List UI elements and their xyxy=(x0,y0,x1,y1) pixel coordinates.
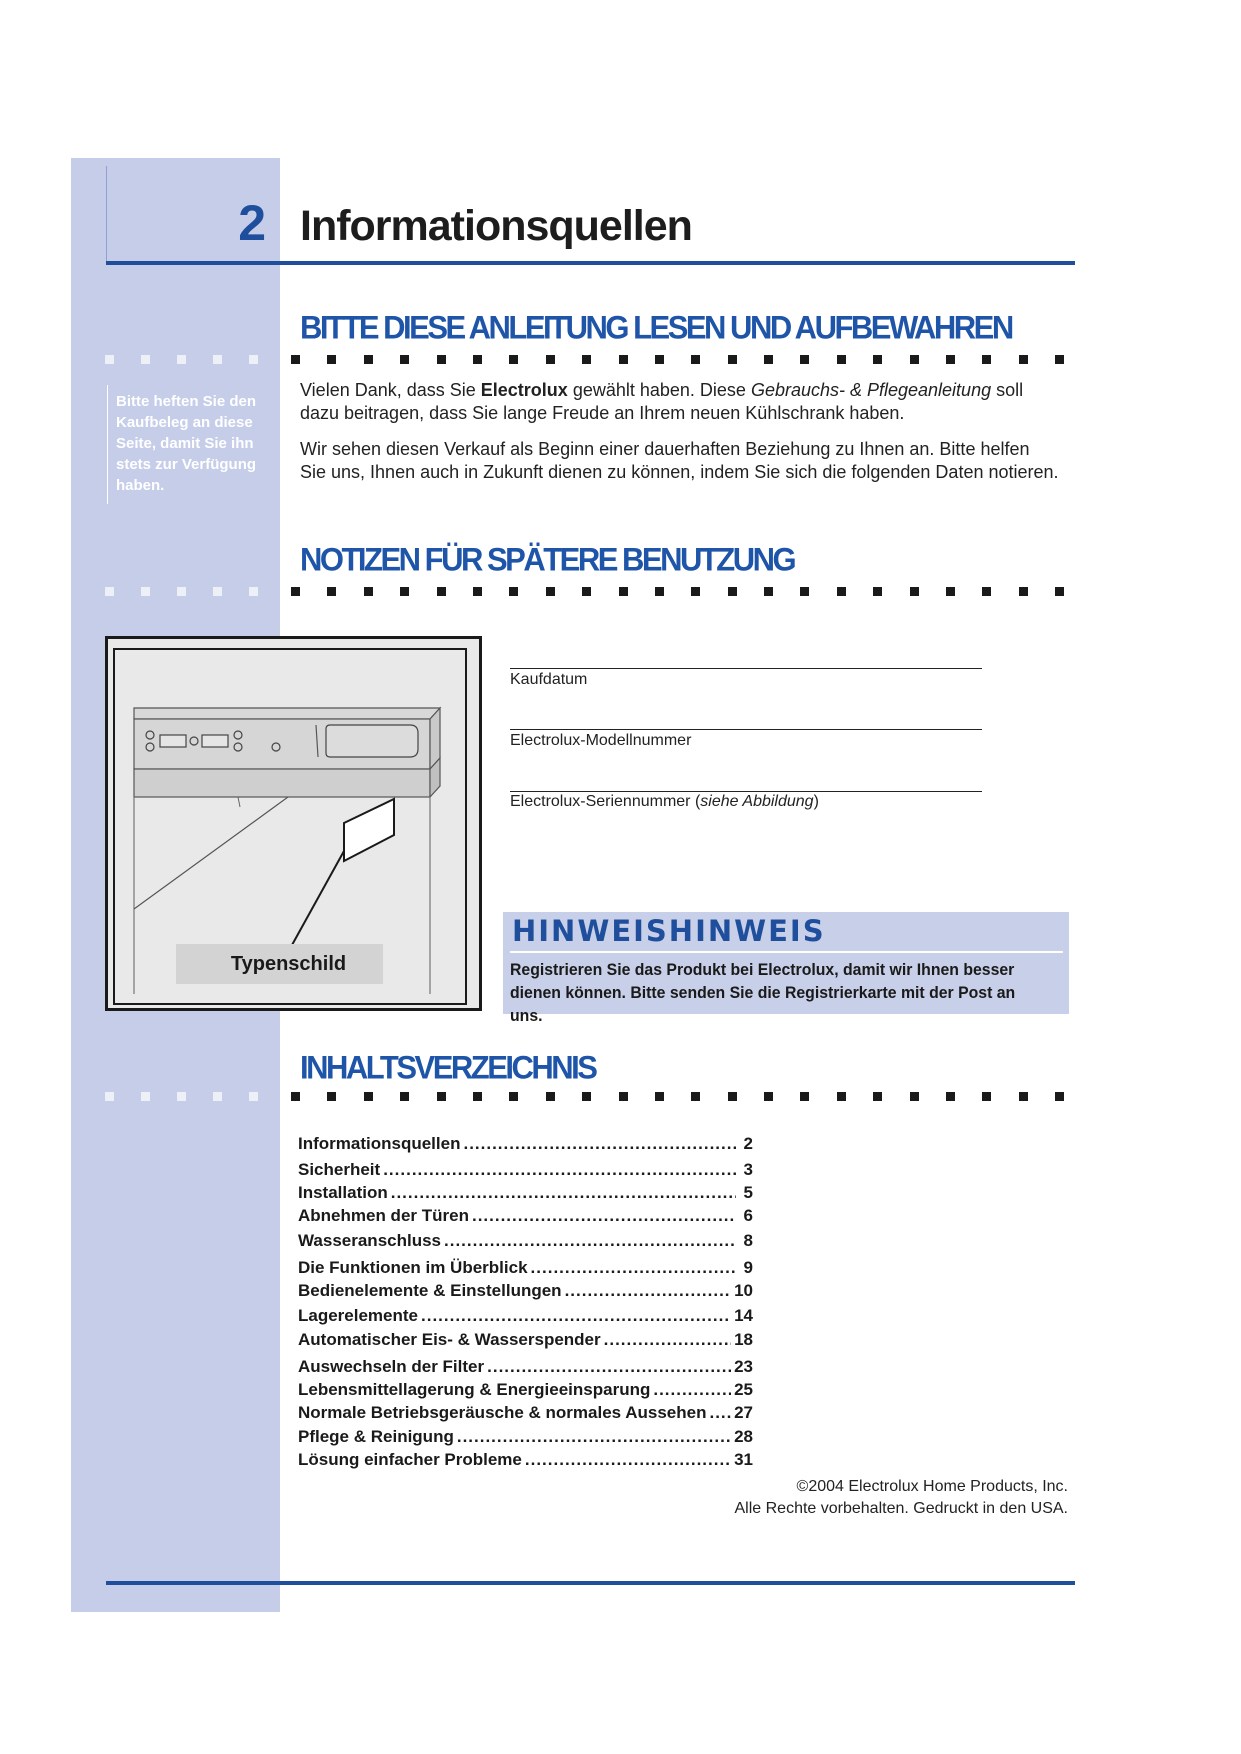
divider-square xyxy=(728,587,737,596)
divider-square xyxy=(364,355,373,364)
divider-square xyxy=(691,1092,700,1101)
model-number-label: Electrolux-Modellnummer xyxy=(510,732,692,749)
heading-toc: INHALTSVERZEICHNIS xyxy=(300,1049,596,1086)
toc-leader xyxy=(391,1183,736,1203)
toc-title: Abnehmen der Türen xyxy=(298,1206,469,1225)
toc-leader xyxy=(653,1380,731,1400)
divider-square xyxy=(213,587,222,596)
divider-square xyxy=(509,355,518,364)
rights-notice: Alle Rechte vorbehalten. Gedruckt in den USA. xyxy=(734,1500,1068,1517)
intro-paragraph-2: Wir sehen diesen Verkauf als Beginn einer dauerhaften Beziehung zu Ihnen an. Bitte helfen Sie uns, Ihnen auch in Zukunft dienen zu können, indem Sie sich die folgenden Daten notieren. xyxy=(300,439,1059,482)
divider-square xyxy=(141,355,150,364)
toc-page-number: 28 xyxy=(734,1427,753,1446)
toc-page-number: 8 xyxy=(743,1231,753,1250)
note-rule xyxy=(510,951,1063,953)
page-title: Informationsquellen xyxy=(300,202,692,250)
divider-square xyxy=(873,355,882,364)
divider-square xyxy=(400,1092,409,1101)
divider-square xyxy=(546,1092,555,1101)
toc-title: Lösung einfacher Probleme xyxy=(298,1450,522,1469)
purchase-date-line[interactable] xyxy=(510,668,982,669)
toc-leader xyxy=(709,1403,731,1423)
title-rule xyxy=(106,261,1075,265)
serial-number-label: Electrolux-Seriennummer (siehe Abbildung) xyxy=(510,793,819,810)
divider-square xyxy=(691,355,700,364)
divider-square xyxy=(1019,355,1028,364)
toc-entry[interactable] xyxy=(298,1231,753,1251)
toc-entry[interactable] xyxy=(298,1403,753,1423)
divider-square xyxy=(509,1092,518,1101)
divider-square xyxy=(327,587,336,596)
toc-title: Lagerelemente xyxy=(298,1306,418,1325)
divider-square xyxy=(582,355,591,364)
toc-entry[interactable] xyxy=(298,1427,753,1447)
divider-square xyxy=(327,1092,336,1101)
divider-square xyxy=(213,355,222,364)
divider-square xyxy=(437,1092,446,1101)
divider-square xyxy=(582,587,591,596)
intro-paragraph-1: Vielen Dank, dass Sie Electrolux gewählt haben. Diese Gebrauchs- & Pflegeanleitung soll dazu beitragen, dass Sie lange Freude an Ihrem neuen Kühlschrank haben. xyxy=(300,380,1024,423)
divider-square xyxy=(546,587,555,596)
divider-square xyxy=(1055,355,1064,364)
toc-page-number: 27 xyxy=(734,1403,753,1422)
bottom-rule xyxy=(106,1581,1075,1585)
toc-entry[interactable] xyxy=(298,1380,753,1400)
divider-square xyxy=(982,355,991,364)
divider-square xyxy=(800,355,809,364)
divider-square xyxy=(291,355,300,364)
divider-square xyxy=(910,1092,919,1101)
toc-title: Pflege & Reinigung xyxy=(298,1427,454,1446)
divider-square xyxy=(1019,587,1028,596)
divider-square xyxy=(213,1092,222,1101)
toc-title: Normale Betriebsgeräusche & normales Aussehen xyxy=(298,1403,707,1422)
divider-square xyxy=(873,1092,882,1101)
toc-leader xyxy=(531,1258,736,1278)
type-plate-label: Typenschild xyxy=(230,953,347,975)
dot-divider xyxy=(105,587,1064,596)
divider-square xyxy=(655,587,664,596)
divider-square xyxy=(873,587,882,596)
divider-square xyxy=(982,1092,991,1101)
toc-page-number: 31 xyxy=(734,1450,753,1469)
toc-page-number: 6 xyxy=(743,1206,753,1225)
toc-leader xyxy=(525,1450,731,1470)
toc-title: Informationsquellen xyxy=(298,1134,461,1153)
divider-square xyxy=(1055,1092,1064,1101)
divider-square xyxy=(291,1092,300,1101)
purchase-date-label: Kaufdatum xyxy=(510,671,588,688)
toc-title: Die Funktionen im Überblick xyxy=(298,1258,528,1277)
divider-square xyxy=(364,1092,373,1101)
divider-square xyxy=(437,587,446,596)
divider-square xyxy=(105,587,114,596)
toc-title: Lebensmittellagerung & Energieeinsparung xyxy=(298,1380,651,1399)
toc-entry[interactable] xyxy=(298,1281,753,1301)
toc-leader xyxy=(444,1231,736,1251)
divider-square xyxy=(946,587,955,596)
divider-square xyxy=(655,1092,664,1101)
divider-square xyxy=(728,355,737,364)
divider-square xyxy=(619,1092,628,1101)
heading-read-and-keep: BITTE DIESE ANLEITUNG LESEN UND AUFBEWAHREN xyxy=(300,309,1012,346)
divider-square xyxy=(177,355,186,364)
divider-square xyxy=(728,1092,737,1101)
divider-square xyxy=(473,587,482,596)
toc-title: Bedienelemente & Einstellungen xyxy=(298,1281,562,1300)
toc-title: Wasseranschluss xyxy=(298,1231,441,1250)
divider-square xyxy=(619,355,628,364)
brand-name: Electrolux xyxy=(480,380,568,400)
toc-leader xyxy=(421,1306,731,1326)
divider-square xyxy=(837,1092,846,1101)
divider-square xyxy=(764,1092,773,1101)
toc-leader xyxy=(472,1206,736,1226)
toc-entry[interactable] xyxy=(298,1330,753,1350)
divider-square xyxy=(437,355,446,364)
divider-square xyxy=(364,587,373,596)
toc-entry[interactable] xyxy=(298,1134,753,1154)
divider-square xyxy=(105,1092,114,1101)
serial-number-line[interactable] xyxy=(510,791,982,792)
dot-divider xyxy=(105,355,1064,364)
divider-square xyxy=(327,355,336,364)
toc-page-number: 18 xyxy=(734,1330,753,1349)
divider-square xyxy=(910,355,919,364)
toc-title: Sicherheit xyxy=(298,1160,381,1179)
divider-square xyxy=(400,587,409,596)
toc-leader xyxy=(457,1427,731,1447)
divider-square xyxy=(473,1092,482,1101)
divider-square xyxy=(837,587,846,596)
divider-square xyxy=(177,587,186,596)
divider-square xyxy=(837,355,846,364)
toc-entry[interactable] xyxy=(298,1183,753,1203)
divider-square xyxy=(400,355,409,364)
toc-title: Automatischer Eis- & Wasserspender xyxy=(298,1330,601,1349)
divider-square xyxy=(249,587,258,596)
divider-square xyxy=(1019,1092,1028,1101)
model-number-line[interactable] xyxy=(510,729,982,730)
copyright: ©2004 Electrolux Home Products, Inc. xyxy=(796,1478,1068,1495)
divider-square xyxy=(691,587,700,596)
page-number: 2 xyxy=(238,195,266,251)
dot-divider xyxy=(105,1092,1064,1101)
toc-leader xyxy=(487,1357,731,1377)
divider-square xyxy=(105,355,114,364)
toc-page-number: 25 xyxy=(734,1380,753,1399)
divider-square xyxy=(982,587,991,596)
toc-leader xyxy=(565,1281,732,1301)
divider-square xyxy=(141,587,150,596)
toc-page-number: 3 xyxy=(743,1160,753,1179)
divider-square xyxy=(946,355,955,364)
toc-page-number: 23 xyxy=(734,1357,753,1376)
toc-leader xyxy=(383,1160,736,1180)
divider-square xyxy=(800,1092,809,1101)
toc-page-number: 14 xyxy=(734,1306,753,1325)
divider-square xyxy=(509,587,518,596)
toc-leader xyxy=(604,1330,731,1350)
toc-page-number: 10 xyxy=(734,1281,753,1300)
note-title: HINWEISHINWEIS xyxy=(512,914,826,948)
divider-square xyxy=(946,1092,955,1101)
divider-square xyxy=(249,355,258,364)
sidebar-note: Bitte heften Sie den Kaufbeleg an diese Seite, damit Sie ihn stets zur Verfügung haben. xyxy=(107,385,281,504)
divider-square xyxy=(291,587,300,596)
divider-square xyxy=(141,1092,150,1101)
divider-square xyxy=(177,1092,186,1101)
heading-notes: NOTIZEN FÜR SPÄTERE BENUTZUNG xyxy=(300,541,795,578)
toc-title: Auswechseln der Filter xyxy=(298,1357,485,1376)
title-divider-tick xyxy=(106,166,107,263)
note-text: Registrieren Sie das Produkt bei Electrolux, damit wir Ihnen besser dienen können. Bitte senden Sie die Registrierkarte mit der Post an uns. xyxy=(510,960,1016,1025)
toc-entry[interactable] xyxy=(298,1258,753,1278)
toc-entry[interactable] xyxy=(298,1357,753,1377)
divider-square xyxy=(764,587,773,596)
toc-entry[interactable] xyxy=(298,1450,753,1470)
toc-page-number: 9 xyxy=(743,1258,753,1277)
divider-square xyxy=(655,355,664,364)
divider-square xyxy=(1055,587,1064,596)
toc-leader xyxy=(463,1134,736,1154)
divider-square xyxy=(546,355,555,364)
toc-title: Installation xyxy=(298,1183,388,1202)
divider-square xyxy=(249,1092,258,1101)
toc-entry[interactable] xyxy=(298,1160,753,1180)
divider-square xyxy=(619,587,628,596)
toc-page-number: 2 xyxy=(743,1134,753,1153)
divider-square xyxy=(764,355,773,364)
divider-square xyxy=(800,587,809,596)
toc-entry[interactable] xyxy=(298,1206,753,1226)
toc-entry[interactable] xyxy=(298,1306,753,1326)
divider-square xyxy=(910,587,919,596)
divider-square xyxy=(582,1092,591,1101)
divider-square xyxy=(473,355,482,364)
toc-page-number: 5 xyxy=(743,1183,753,1202)
